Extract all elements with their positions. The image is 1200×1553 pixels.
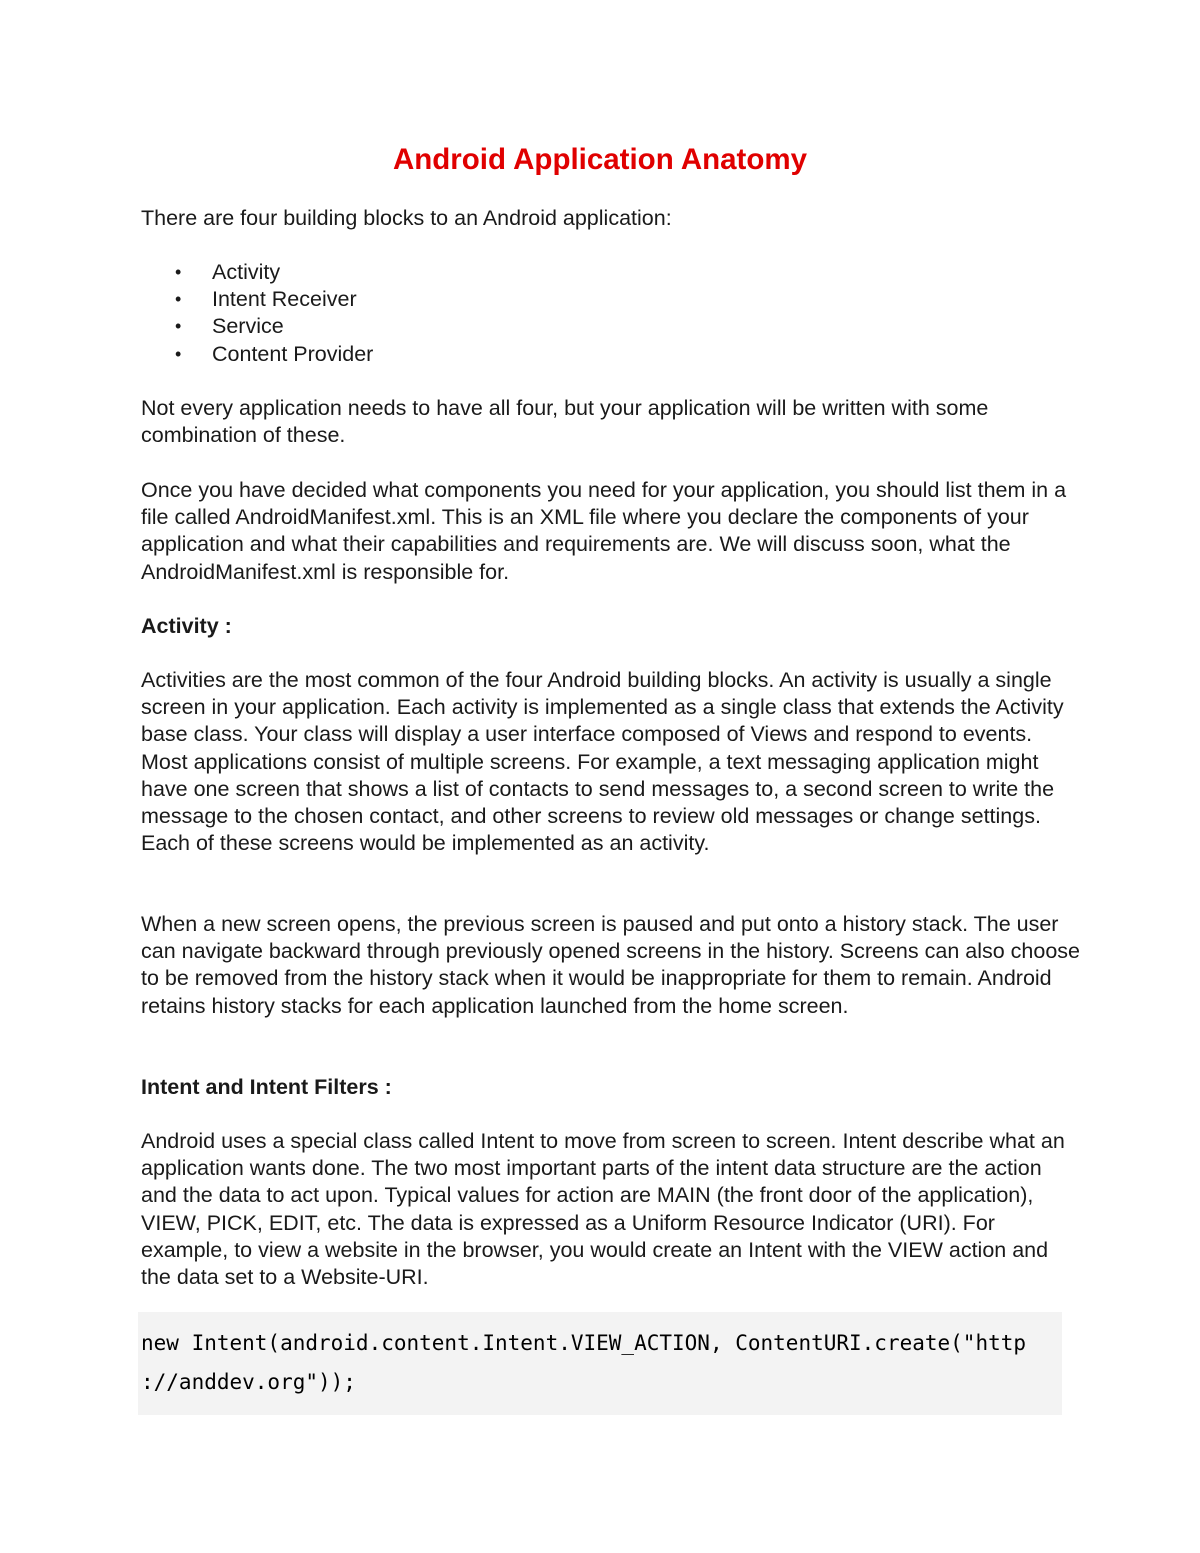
intent-heading: Intent and Intent Filters : <box>141 1075 392 1099</box>
code-line: new Intent(android.content.Intent.VIEW_ACTION, ContentURI.create("http <box>141 1331 1027 1355</box>
list-item-label: Intent Receiver <box>212 287 357 312</box>
manifest-paragraph: Once you have decided what components you need for your application, you should list them in a file called AndroidManifest.xml. This is an XML file where you declare the components of your application and what their capabilities and requirements are. We will discuss soon, what the AndroidManifest.xml is responsible for. <box>141 478 1067 584</box>
code-line: ://anddev.org")); <box>141 1370 356 1394</box>
list-item <box>141 313 1041 340</box>
page-title: Android Application Anatomy <box>392 143 808 176</box>
bullet-icon: • <box>175 316 182 337</box>
activity-paragraph: Activities are the most common of the four Android building blocks. An activity is usually a single screen in your application. Each activity is implemented as a single class that extends the Activity base class. Your class will display a user interface composed of Views and respond to events. Most applications consist of multiple screens. For example, a text messaging application might have one screen that shows a list of contacts to send messages to, a second screen to write the message to the chosen contact, and other screens to review old messages or change settings. Each of these screens would be implemented as an activity. <box>141 668 1064 856</box>
list-item <box>141 341 1041 368</box>
not-every-paragraph: Not every application needs to have all four, but your application will be written with some combination of these. <box>141 396 989 448</box>
list-item-label: Activity <box>212 260 281 284</box>
list-item <box>141 286 1041 313</box>
list-item-label: Service <box>212 314 284 339</box>
code-snippet <box>141 1324 1059 1402</box>
list-item <box>141 259 1041 286</box>
activity-heading: Activity : <box>141 614 232 638</box>
history-stack-paragraph: When a new screen opens, the previous screen is paused and put onto a history stack. The user can navigate backward through previously opened screens in the history. Screens can also choose to be removed from the history stack when it would be inappropriate for them to remain. Android retains history stacks for each application launched from the home screen. <box>141 912 1080 1018</box>
list-item-label: Content Provider <box>212 341 374 366</box>
building-blocks-list <box>141 259 1041 368</box>
intent-paragraph: Android uses a special class called Intent to move from screen to screen. Intent describe what an application wants done. The two most important parts of the intent data structure are the action and the data to act upon. Typical values for action are MAIN (the front door of the application), VIEW, PICK, EDIT, etc. The data is expressed as a Uniform Resource Indicator (URI). For example, to view a website in the browser, you would create an Intent with the VIEW action and the data set to a Website-URI. <box>141 1129 1065 1290</box>
intro-paragraph: There are four building blocks to an Android application: <box>141 206 672 230</box>
bullet-icon: • <box>175 262 182 282</box>
bullet-icon: • <box>175 289 182 310</box>
bullet-icon: • <box>175 343 182 364</box>
